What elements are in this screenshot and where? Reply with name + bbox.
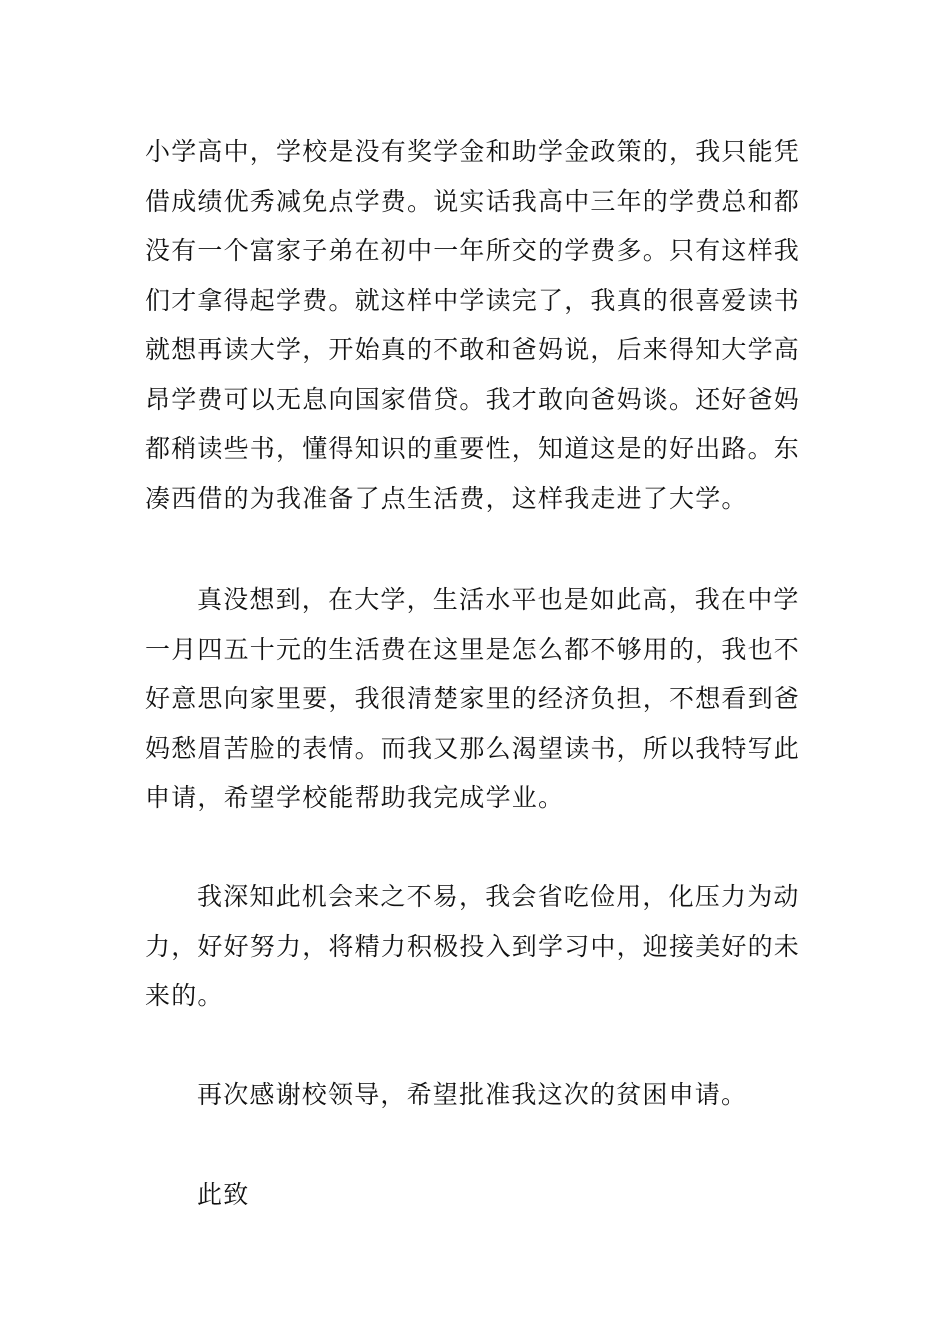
paragraph-4 xyxy=(145,1070,807,1120)
paragraph-line: 没有一个富家子弟在初中一年所交的学费多。只有这样我 xyxy=(145,236,801,265)
paragraph-line: 借成绩优秀减免点学费。说实话我高中三年的学费总和都 xyxy=(145,186,801,216)
paragraph-line: 昂学费可以无息向国家借贷。我才敢向爸妈谈。还好爸妈 xyxy=(145,384,801,414)
paragraph-line: 力，好好努力，将精力积极投入到学习中，迎接美好的未 xyxy=(145,931,801,961)
paragraph-line: 们才拿得起学费。就这样中学读完了，我真的很喜爱读书 xyxy=(145,285,801,315)
closing-salutation: 此致 xyxy=(197,1180,250,1209)
paragraph-line: 真没想到，在大学，生活水平也是如此高，我在中学 xyxy=(197,585,800,614)
paragraph-line: 凑西借的为我准备了点生活费，这样我走进了大学。 xyxy=(145,483,748,513)
paragraph-1 xyxy=(145,127,807,523)
paragraph-line: 我深知此机会来之不易，我会省吃俭用，化压力为动 xyxy=(197,882,800,911)
paragraph-line: 再次感谢校领导，希望批准我这次的贫困申请。 xyxy=(197,1080,748,1109)
paragraph-line: 来的。 xyxy=(145,981,224,1010)
paragraph-line: 妈愁眉苦脸的表情。而我又那么渴望读书，所以我特写此 xyxy=(145,733,801,763)
paragraph-line: 都稍读些书，懂得知识的重要性，知道这是的好出路。东 xyxy=(145,434,801,463)
paragraph-line: 好意思向家里要，我很清楚家里的经济负担，不想看到爸 xyxy=(145,684,801,713)
paragraph-line: 小学高中，学校是没有奖学金和助学金政策的，我只能凭 xyxy=(145,137,801,166)
paragraph-line: 申请，希望学校能帮助我完成学业。 xyxy=(145,783,565,812)
paragraph-line: 就想再读大学，开始真的不敢和爸妈说，后来得知大学高 xyxy=(145,335,801,364)
paragraph-2 xyxy=(145,575,807,823)
paragraph-line: 一月四五十元的生活费在这里是怎么都不够用的，我也不 xyxy=(145,634,801,664)
paragraph-3 xyxy=(145,872,807,1021)
closing xyxy=(145,1170,807,1220)
